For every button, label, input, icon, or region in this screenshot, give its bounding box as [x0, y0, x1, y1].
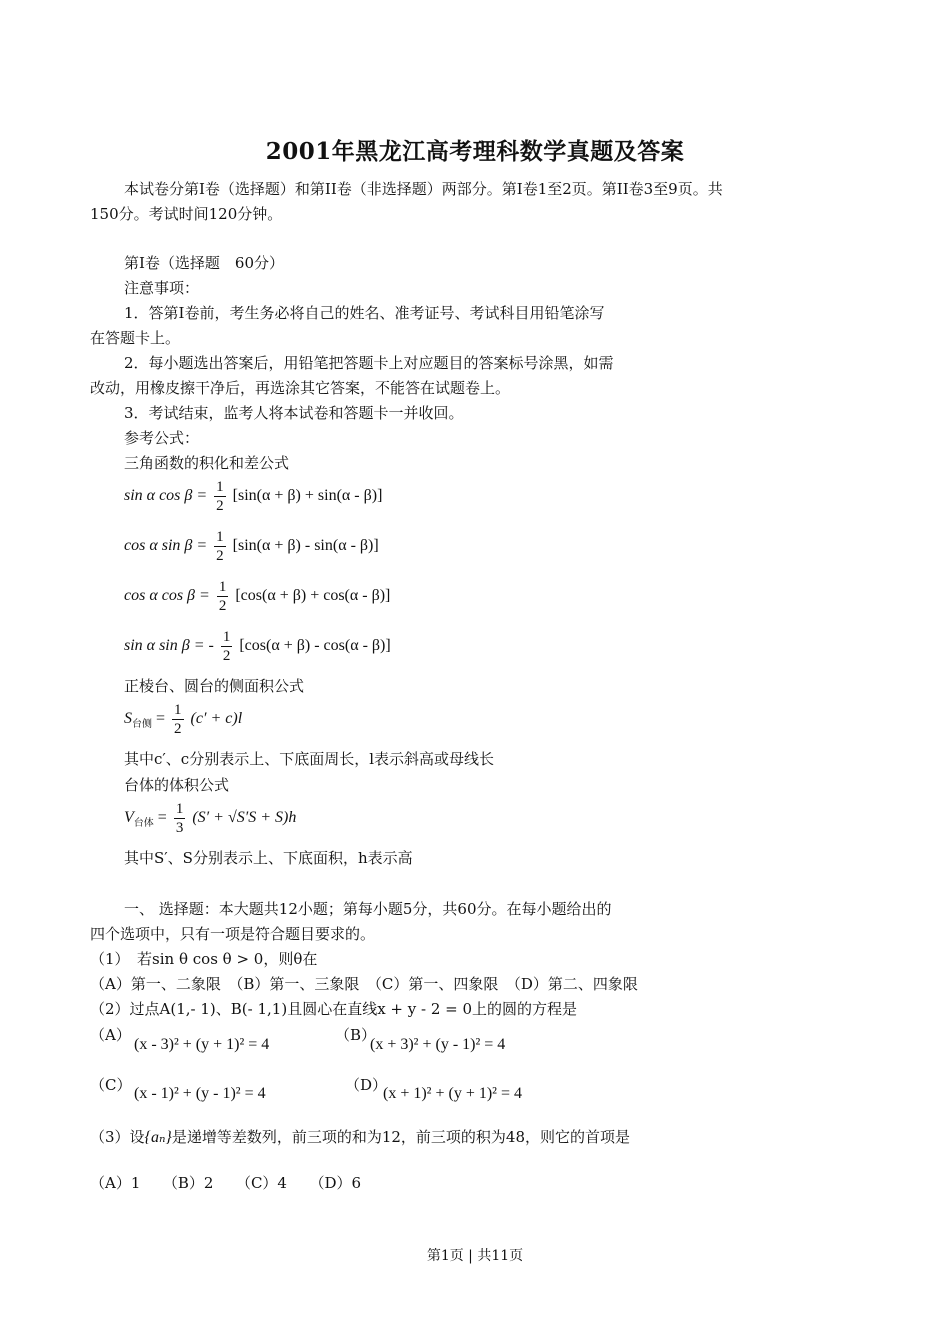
question-2-stem: （2）过点A(1,- 1)、B(- 1,1)且圆心在直线x + y - 2 = 0上的圆的方程是: [90, 1000, 578, 1018]
q2-option-c-expr: (x - 1)² + (y - 1)² = 4: [134, 1085, 266, 1102]
area-rhs: (c′ + c)l: [190, 710, 243, 728]
fraction-denominator: 2: [174, 721, 182, 737]
formula-lhs: cos α sin β =: [124, 537, 208, 555]
notice-1b: 在答题卡上。: [90, 329, 181, 347]
formula-lhs: sin α cos β =: [124, 487, 208, 505]
area-symbol: S: [124, 710, 132, 728]
fraction-numerator: 1: [174, 702, 182, 718]
notice-2b: 改动，用橡皮擦干净后，再选涂其它答案，不能答在试题卷上。: [90, 379, 511, 397]
q3-sequence: {aₙ}: [144, 1129, 172, 1146]
formula-sin-cos: [124, 478, 382, 515]
part1-heading: 第Ⅰ卷（选择题 60分）: [124, 254, 285, 272]
fraction-numerator: 1: [222, 629, 231, 645]
fraction-numerator: 1: [218, 579, 227, 595]
q2-option-b-label: （B）: [335, 1026, 377, 1044]
fraction-numerator: 1: [216, 529, 224, 545]
formula-rhs: [cos(α + β) - cos(α - β)]: [239, 637, 391, 655]
notice-3: 3．考试结束，监考人将本试卷和答题卡一并收回。: [124, 404, 464, 422]
formula-volume: $V_{台体}$ = $\frac{1}{3}$ (S′ + √S′S + S)h: [124, 801, 297, 836]
question-3-options: （A）1 （B）2 （C）4 （D）6: [90, 1174, 362, 1192]
fraction-half: [217, 578, 229, 615]
q2-option-d-label: （D）: [345, 1076, 388, 1094]
question-1-stem: （1） 若sin θ cos θ > 0，则θ在: [90, 950, 318, 968]
page-footer: 第1页 | 共11页: [426, 1248, 524, 1264]
volume-subscript: 台体: [133, 818, 154, 830]
section1-line-2: 四个选项中，只有一项是符合题目要求的。: [90, 925, 376, 943]
fraction-half: [214, 478, 226, 515]
notice-2a: 2．每小题选出答案后，用铅笔把答题卡上对应题目的答案标号涂黑，如需: [124, 354, 614, 372]
fraction-denominator: 3: [175, 820, 184, 836]
volume-rhs: (S′ + √S′S + S)h: [192, 809, 297, 827]
fraction-denominator: 2: [216, 548, 224, 564]
q2-option-b-expr: (x + 3)² + (y - 1)² = 4: [370, 1036, 506, 1053]
intro-line-2: 150分。考试时间120分钟。: [90, 205, 283, 223]
fraction-denominator: 2: [218, 598, 227, 614]
formula-cos-cos: [124, 578, 390, 615]
formula-lhs: cos α cos β =: [124, 587, 210, 605]
trig-formulas-label: 三角函数的积化和差公式: [124, 454, 290, 472]
fraction-denominator: 2: [222, 648, 231, 664]
q3-stem-suffix: 是递增等差数列，前三项的和为12，前三项的积为48，则它的首项是: [171, 1128, 631, 1146]
fraction-numerator: 1: [175, 801, 184, 817]
notice-label: 注意事项：: [124, 279, 200, 297]
fraction-denominator: 2: [216, 498, 224, 514]
formula-rhs: [sin(α + β) + sin(α - β)]: [232, 487, 383, 505]
frustum-area-label: 正棱台、圆台的侧面积公式: [124, 677, 305, 695]
fraction-half: [221, 628, 233, 665]
question-1-options: （A）第一、二象限 （B）第一、三象限 （C）第一、四象限 （D）第二、四象限: [90, 975, 638, 993]
notice-1a: 1．答第Ⅰ卷前，考生务必将自己的姓名、准考证号、考试科目用铅笔涂写: [124, 304, 605, 322]
area-description: 其中c′、c分别表示上、下底面周长，l表示斜高或母线长: [124, 750, 495, 768]
q2-option-a-expr: (x - 3)² + (y + 1)² = 4: [134, 1036, 270, 1053]
formula-cos-sin: [124, 528, 379, 565]
area-subscript: 台侧: [132, 719, 152, 731]
volume-label: 台体的体积公式: [124, 776, 230, 794]
intro-line-1: 本试卷分第Ⅰ卷（选择题）和第II卷（非选择题）两部分。第Ⅰ卷1至2页。第II卷3至9页。共: [124, 180, 723, 198]
reference-formulas-label: 参考公式：: [124, 429, 200, 447]
volume-symbol: V: [124, 809, 134, 827]
formula-lateral-area: $S_{台侧}$ = $\frac{1}{2}$ (c′ + c)l: [124, 702, 243, 737]
formula-sin-sin: [124, 628, 391, 665]
formula-lhs: sin α sin β = -: [124, 637, 214, 655]
q2-option-c-label: （C）: [90, 1076, 132, 1094]
formula-rhs: [cos(α + β) + cos(α - β)]: [235, 587, 391, 605]
fraction-third: [174, 800, 186, 837]
volume-description: 其中S′、S分别表示上、下底面积，h表示高: [124, 849, 413, 867]
section1-line-1: 一、 选择题：本大题共12小题；第每小题5分，共60分。在每小题给出的: [124, 900, 612, 918]
question-3-stem: [90, 1124, 630, 1151]
fraction-numerator: 1: [216, 479, 224, 495]
fraction-half: [172, 701, 184, 738]
q2-option-d-expr: (x + 1)² + (y + 1)² = 4: [383, 1085, 522, 1102]
q3-stem-prefix: （3）设: [90, 1128, 145, 1146]
formula-rhs: [sin(α + β) - sin(α - β)]: [232, 537, 379, 555]
q2-option-a-label: （A）: [90, 1026, 131, 1044]
fraction-half: [214, 528, 226, 565]
page-title: 2001年黑龙江高考理科数学真题及答案: [265, 138, 685, 165]
